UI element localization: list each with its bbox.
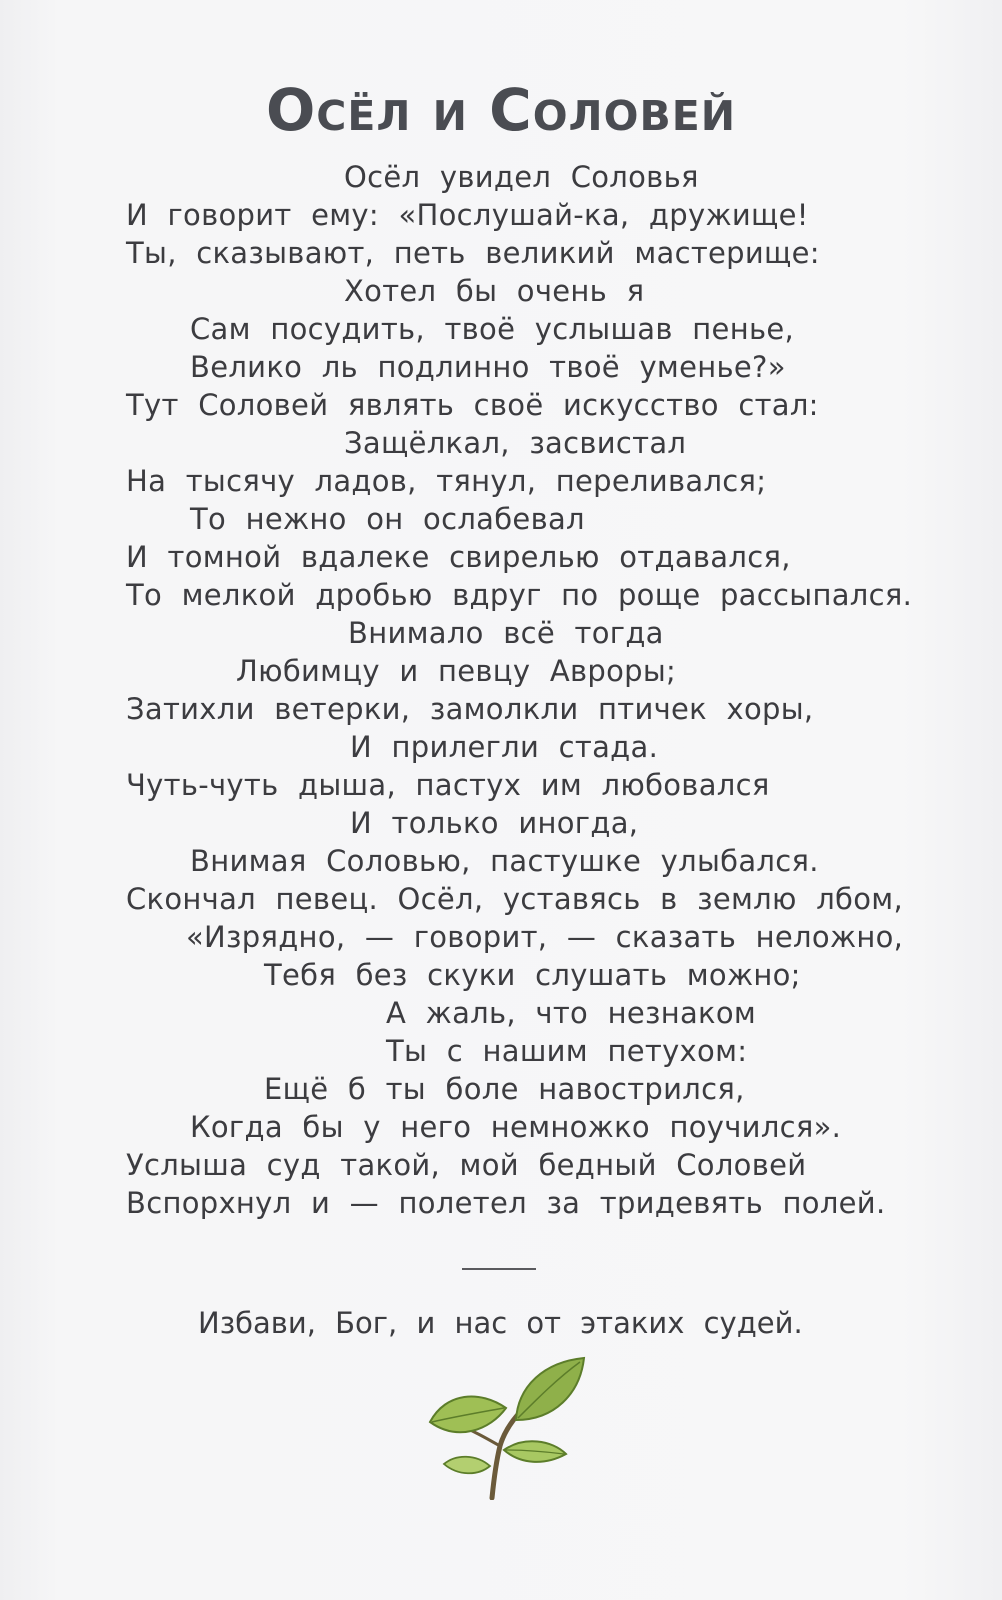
poem-line: И только иногда, xyxy=(350,806,639,840)
poem-line: Ты с нашим петухом: xyxy=(386,1034,748,1068)
section-divider xyxy=(462,1268,536,1270)
poem-line: И прилегли стада. xyxy=(350,730,659,764)
poem-line: Внимая Соловью, пастушке улыбался. xyxy=(190,844,819,878)
poem-line: Внимало всё тогда xyxy=(348,616,664,650)
poem-line: Тебя без скуки слушать можно; xyxy=(264,958,801,992)
moral-line: Избави, Бог, и нас от этаких судей. xyxy=(198,1306,803,1340)
poem-line: Защёлкал, засвистал xyxy=(344,426,687,460)
poem-line: Велико ль подлинно твоё уменье?» xyxy=(190,350,786,384)
poem-line: Любимцу и певцу Авроры; xyxy=(236,654,677,688)
poem-line: То нежно он ослабевал xyxy=(190,502,585,536)
poem-line: Ещё б ты боле навострился, xyxy=(264,1072,745,1106)
poem-line: Тут Соловей являть своё искусство стал: xyxy=(126,388,819,422)
poem-line: И томной вдалеке свирелью отдавался, xyxy=(126,540,791,574)
leaf-sprig-icon xyxy=(420,1350,600,1500)
page-title: Осёл и Соловей xyxy=(265,76,737,144)
poem-line: Затихли ветерки, замолкли птичек хоры, xyxy=(126,692,814,726)
poem-line: Услыша суд такой, мой бедный Соловей xyxy=(126,1148,807,1182)
poem-line: То мелкой дробью вдруг по роще рассыпался. xyxy=(126,578,913,612)
poem-line: На тысячу ладов, тянул, переливался; xyxy=(126,464,767,498)
poem-line: Ты, сказывают, петь великий мастерище: xyxy=(126,236,820,270)
poem-line: И говорит ему: «Послушай-ка, дружище! xyxy=(126,198,809,232)
poem-line: А жаль, что незнаком xyxy=(386,996,757,1030)
poem-line: Вспорхнул и — полетел за тридевять полей. xyxy=(126,1186,886,1220)
poem-line: «Изрядно, — говорит, — сказать неложно, xyxy=(186,920,904,954)
poem-line: Когда бы у него немножко поучился». xyxy=(190,1110,842,1144)
poem-line: Хотел бы очень я xyxy=(344,274,645,308)
poem-line: Осёл увидел Соловья xyxy=(344,160,699,194)
poem-line: Сам посудить, твоё услышав пенье, xyxy=(190,312,795,346)
poem-line: Чуть-чуть дыша, пастух им любовался xyxy=(126,768,770,802)
poem-line: Скончал певец. Осёл, уставясь в землю лбом, xyxy=(126,882,903,916)
